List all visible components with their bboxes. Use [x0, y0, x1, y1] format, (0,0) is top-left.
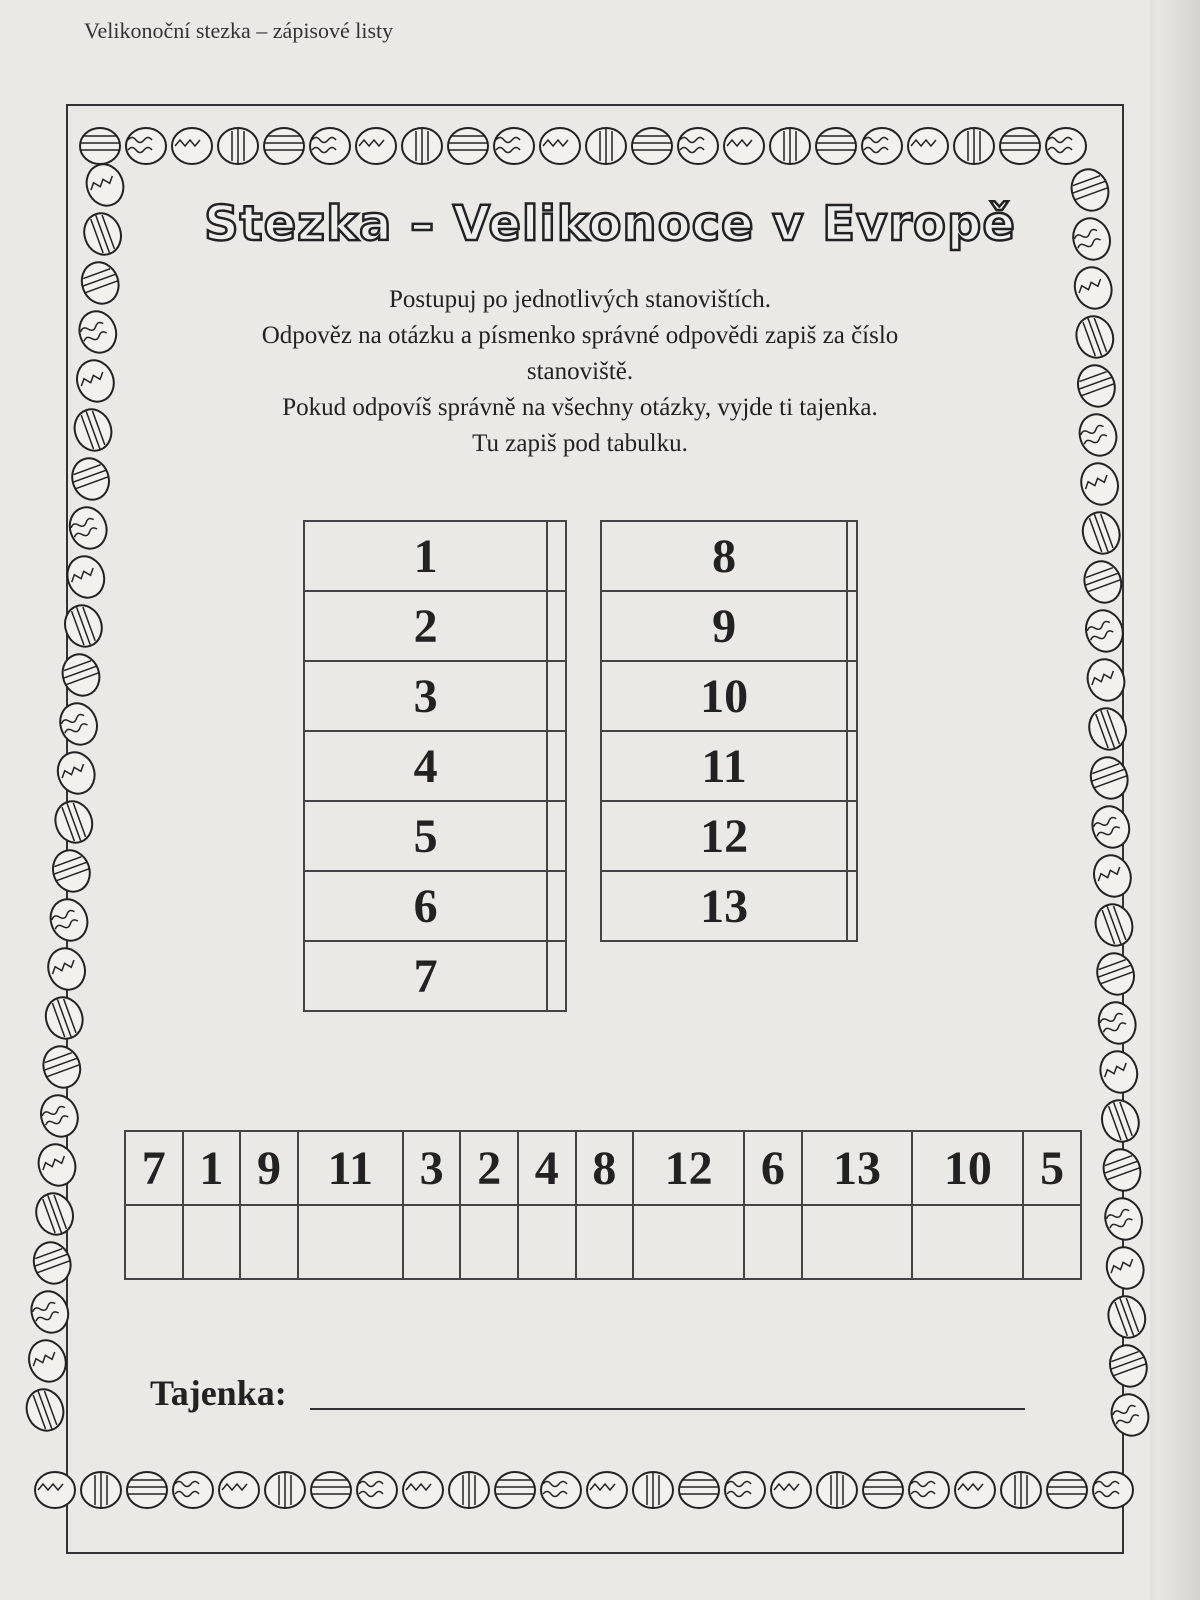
easter-egg-icon [35, 1472, 75, 1508]
easter-egg-icon [1074, 409, 1122, 461]
easter-egg-icon [1069, 262, 1117, 314]
easter-egg-icon [817, 1472, 857, 1508]
order-number: 1 [183, 1131, 241, 1205]
easter-egg-icon [1085, 752, 1133, 804]
answer-cell[interactable] [547, 591, 566, 661]
easter-egg-icon [64, 502, 112, 554]
easter-egg-icon [1095, 1046, 1143, 1098]
order-number: 8 [576, 1131, 634, 1205]
easter-egg-icon [1077, 507, 1125, 559]
easter-egg-icon [76, 257, 124, 309]
easter-egg-icon [402, 128, 442, 164]
easter-egg-icon [67, 453, 115, 505]
easter-egg-icon [908, 128, 948, 164]
easter-egg-icon [448, 128, 488, 164]
easter-egg-icon [540, 128, 580, 164]
easter-egg-icon [59, 600, 107, 652]
station-number: 8 [601, 521, 847, 591]
easter-egg-icon [1103, 1291, 1150, 1343]
table-row [601, 731, 857, 801]
instruction-line: Postupuj po jednotlivých stanovištích. [389, 286, 771, 313]
letter-cell[interactable] [183, 1205, 241, 1279]
answer-line[interactable] [310, 1408, 1025, 1410]
easter-egg-icon [1084, 703, 1132, 755]
station-number: 13 [601, 871, 847, 941]
table-row [601, 871, 857, 941]
order-number: 4 [518, 1131, 576, 1205]
easter-egg-icon [862, 128, 902, 164]
easter-egg-icon [218, 128, 258, 164]
letter-cell[interactable] [633, 1205, 744, 1279]
easter-egg-icon [725, 1472, 765, 1508]
easter-egg-icon [449, 1472, 489, 1508]
easter-egg-icon [1100, 1193, 1148, 1245]
answer-cell[interactable] [547, 941, 566, 1011]
easter-egg-icon [219, 1472, 259, 1508]
order-number: 7 [125, 1131, 183, 1205]
easter-egg-icon [863, 1472, 903, 1508]
easter-egg-icon [126, 128, 166, 164]
easter-egg-icon [31, 1188, 79, 1240]
easter-egg-icon [633, 1472, 673, 1508]
easter-egg-icon [356, 128, 396, 164]
answer-cell[interactable] [547, 871, 566, 941]
easter-egg-icon [1093, 1472, 1133, 1508]
easter-egg-icon [495, 1472, 535, 1508]
table-row [304, 801, 566, 871]
instruction-line: Odpověz na otázku a písmenko správné odpovědi zapiš za číslo [261, 322, 899, 349]
easter-egg-icon [1090, 899, 1138, 951]
easter-egg-icon [955, 1472, 995, 1508]
letter-cell[interactable] [298, 1205, 403, 1279]
easter-egg-icon [43, 943, 91, 995]
instruction-line: Pokud odpovíš správně na všechny otázky, vyjde ti tajenka. [282, 394, 878, 421]
easter-egg-icon [1072, 360, 1120, 412]
answer-cell[interactable] [547, 801, 566, 871]
letter-row [125, 1205, 1081, 1279]
instructions [150, 282, 1010, 462]
table-row [304, 871, 566, 941]
station-number: 9 [601, 591, 847, 661]
easter-egg-icon [1093, 997, 1141, 1049]
easter-egg-icon [1106, 1389, 1150, 1441]
easter-egg-icon [50, 796, 98, 848]
answer-cell[interactable] [847, 661, 857, 731]
letter-cell[interactable] [1023, 1205, 1081, 1279]
easter-egg-icon [586, 128, 626, 164]
easter-egg-icon [1001, 1472, 1041, 1508]
easter-egg-icon [678, 128, 718, 164]
table-row [601, 591, 857, 661]
easter-egg-icon [357, 1472, 397, 1508]
letter-cell[interactable] [518, 1205, 576, 1279]
letter-cell[interactable] [912, 1205, 1023, 1279]
easter-egg-icon [909, 1472, 949, 1508]
easter-egg-icon [1087, 801, 1135, 853]
instruction-line: Tu zapiš pod tabulku. [472, 430, 688, 457]
easter-egg-icon [26, 1286, 74, 1338]
table-row [601, 661, 857, 731]
station-number: 4 [304, 731, 547, 801]
letter-cell[interactable] [802, 1205, 913, 1279]
order-number: 13 [802, 1131, 913, 1205]
answer-cell[interactable] [547, 521, 566, 591]
table-row [304, 941, 566, 1011]
station-number: 12 [601, 801, 847, 871]
easter-egg-icon [724, 128, 764, 164]
order-number-row [125, 1131, 1081, 1205]
easter-egg-icon [62, 551, 110, 603]
easter-egg-icon [1071, 311, 1119, 363]
easter-egg-icon [494, 128, 534, 164]
easter-egg-icon [770, 128, 810, 164]
easter-egg-icon [1046, 128, 1086, 164]
easter-egg-icon [69, 404, 117, 456]
easter-egg-icon [33, 1139, 81, 1191]
easter-egg-icon [47, 845, 95, 897]
station-number: 11 [601, 731, 847, 801]
answer-cell[interactable] [847, 731, 857, 801]
easter-egg-icon [1096, 1095, 1144, 1147]
station-number: 5 [304, 801, 547, 871]
order-number: 10 [912, 1131, 1023, 1205]
station-number: 3 [304, 661, 547, 731]
easter-egg-icon [38, 1041, 86, 1093]
answer-cell[interactable] [847, 521, 857, 591]
easter-egg-icon [311, 1472, 351, 1508]
easter-egg-icon [173, 1472, 213, 1508]
easter-egg-icon [1098, 1144, 1146, 1196]
solution-order-table [124, 1130, 1082, 1280]
easter-egg-icon [28, 1237, 76, 1289]
easter-egg-icon [57, 649, 105, 701]
easter-egg-icon [45, 894, 93, 946]
order-number: 11 [298, 1131, 403, 1205]
easter-egg-icon [127, 1472, 167, 1508]
easter-egg-icon [587, 1472, 627, 1508]
letter-cell[interactable] [125, 1205, 183, 1279]
page-title: Stezka – Velikonoce v Evropě [204, 196, 1016, 252]
easter-egg-icon [541, 1472, 581, 1508]
easter-egg-icon [1047, 1472, 1087, 1508]
table-row [304, 521, 566, 591]
order-number: 9 [240, 1131, 298, 1205]
easter-egg-icon [1082, 654, 1130, 706]
table-row [601, 801, 857, 871]
instruction-line: stanoviště. [526, 358, 634, 385]
easter-egg-icon [771, 1472, 811, 1508]
station-number: 7 [304, 941, 547, 1011]
station-table-right [600, 520, 858, 942]
easter-egg-icon [35, 1090, 83, 1142]
easter-egg-icon [1101, 1242, 1149, 1294]
letter-cell[interactable] [240, 1205, 298, 1279]
station-number: 2 [304, 591, 547, 661]
easter-egg-icon [80, 128, 120, 164]
letter-cell[interactable] [460, 1205, 518, 1279]
order-number: 2 [460, 1131, 518, 1205]
easter-egg-icon [52, 747, 100, 799]
station-table-left [303, 520, 567, 1012]
answer-cell[interactable] [847, 871, 857, 941]
easter-egg-icon [310, 128, 350, 164]
table-row [304, 661, 566, 731]
easter-egg-icon [403, 1472, 443, 1508]
easter-egg-icon [1092, 948, 1140, 1000]
easter-egg-icon [1104, 1340, 1150, 1392]
easter-egg-icon [1080, 605, 1128, 657]
order-number: 12 [633, 1131, 744, 1205]
station-number: 10 [601, 661, 847, 731]
station-number: 1 [304, 521, 547, 591]
letter-cell[interactable] [744, 1205, 802, 1279]
letter-cell[interactable] [403, 1205, 461, 1279]
easter-egg-icon [632, 128, 672, 164]
easter-egg-icon [1000, 128, 1040, 164]
easter-egg-icon [264, 128, 304, 164]
easter-egg-icon [23, 1335, 71, 1387]
order-number: 6 [744, 1131, 802, 1205]
easter-egg-icon [954, 128, 994, 164]
letter-cell[interactable] [576, 1205, 634, 1279]
easter-egg-icon [172, 128, 212, 164]
easter-egg-icon [1076, 458, 1124, 510]
easter-egg-icon [81, 1472, 121, 1508]
table-row [601, 521, 857, 591]
answer-cell[interactable] [847, 591, 857, 661]
answer-cell[interactable] [547, 731, 566, 801]
answer-cell[interactable] [847, 801, 857, 871]
easter-egg-icon [74, 306, 122, 358]
order-number: 5 [1023, 1131, 1081, 1205]
easter-egg-icon [21, 1384, 69, 1436]
station-number: 6 [304, 871, 547, 941]
table-row [304, 591, 566, 661]
easter-egg-icon [71, 355, 119, 407]
table-row [304, 731, 566, 801]
answer-label: Tajenka: [150, 1373, 287, 1413]
easter-egg-icon [1088, 850, 1136, 902]
order-number: 3 [403, 1131, 461, 1205]
answer-cell[interactable] [547, 661, 566, 731]
easter-egg-icon [55, 698, 103, 750]
easter-egg-icon [816, 128, 856, 164]
easter-egg-icon [679, 1472, 719, 1508]
easter-egg-icon [1079, 556, 1127, 608]
easter-egg-icon [40, 992, 88, 1044]
easter-egg-icon [265, 1472, 305, 1508]
running-header: Velikonoční stezka – zápisové listy [84, 18, 394, 43]
